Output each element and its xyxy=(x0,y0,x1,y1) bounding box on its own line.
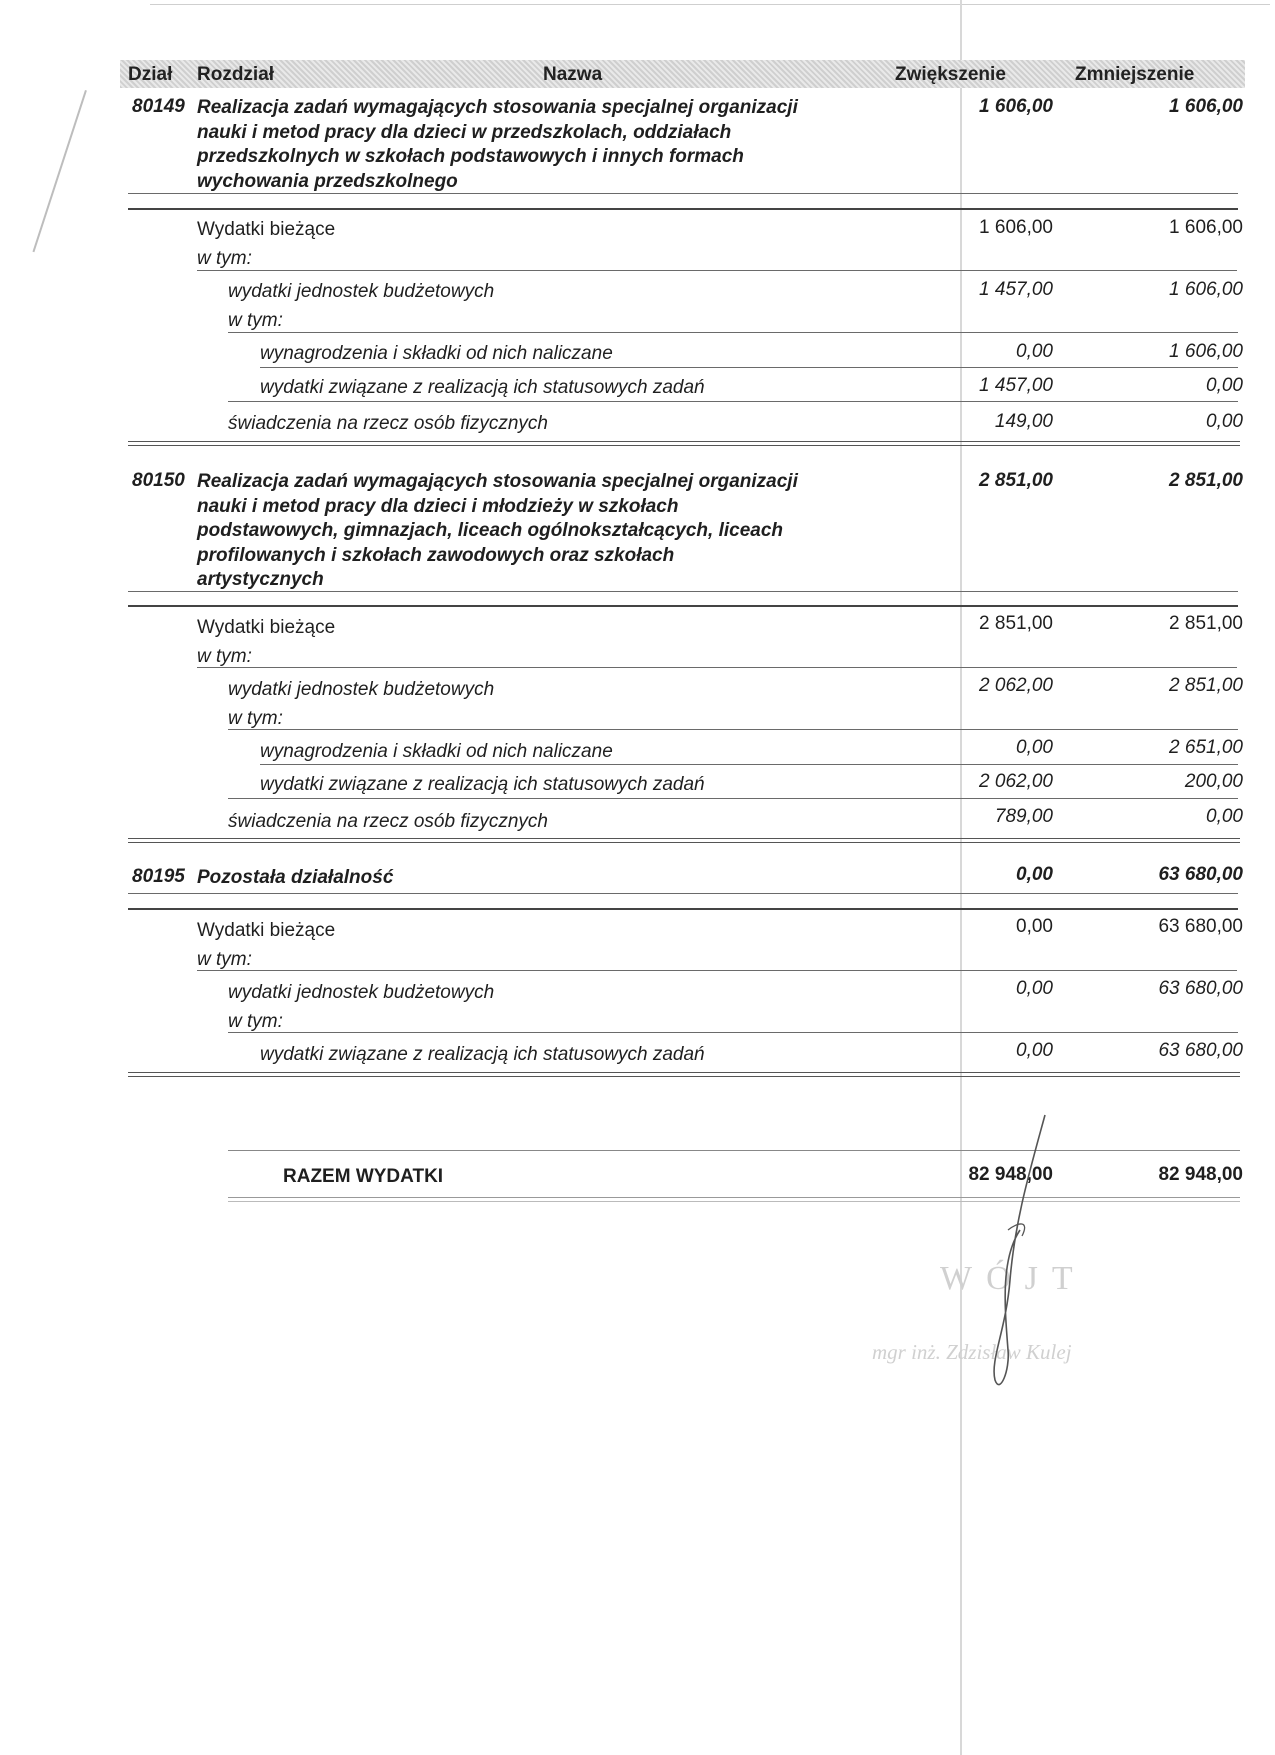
section-zmniejszenie: 63 680,00 xyxy=(1158,864,1243,885)
row-label: wydatki związane z realizacją ich statusowych zadań xyxy=(260,377,705,398)
row-zmniejszenie: 0,00 xyxy=(1206,806,1243,827)
divider xyxy=(228,798,1238,799)
header-rozdzial: Rozdział xyxy=(197,64,275,85)
divider xyxy=(228,729,1238,730)
row-label: w tym: xyxy=(228,708,283,729)
header-dzial: Dział xyxy=(128,64,173,85)
row-label: świadczenia na rzecz osób fizycznych xyxy=(228,811,548,832)
scan-fold-line xyxy=(960,0,962,1755)
section-title-line: Realizacja zadań wymagających stosowania specjalnej organizacji xyxy=(197,471,798,492)
divider xyxy=(128,893,1238,894)
divider xyxy=(128,605,1238,607)
row-label: wynagrodzenia i składki od nich naliczane xyxy=(260,343,613,364)
row-zwiekszenie: 0,00 xyxy=(1016,1040,1053,1061)
table-header xyxy=(120,60,1245,88)
section-divider xyxy=(128,1072,1240,1077)
divider xyxy=(197,667,1237,668)
section-title xyxy=(197,470,887,593)
section-code: 80150 xyxy=(132,470,185,491)
row-label: Wydatki bieżące xyxy=(197,617,336,638)
row-label: w tym: xyxy=(197,646,252,667)
section-code: 80149 xyxy=(132,96,185,117)
row-zwiekszenie: 0,00 xyxy=(1016,978,1053,999)
signature-icon xyxy=(960,1110,1070,1410)
header-nazwa: Nazwa xyxy=(543,64,603,85)
row-zwiekszenie: 2 062,00 xyxy=(979,675,1053,696)
section-zwiekszenie: 0,00 xyxy=(1016,864,1053,885)
section-title-line: podstawowych, gimnazjach, liceach ogólnokształcących, liceach xyxy=(197,520,784,541)
section-title-line: wychowania przedszkolnego xyxy=(197,170,458,192)
divider xyxy=(128,591,1238,592)
row-label: w tym: xyxy=(197,248,252,269)
row-zmniejszenie: 2 851,00 xyxy=(1169,675,1243,696)
row-zwiekszenie: 789,00 xyxy=(994,806,1053,827)
row-zwiekszenie: 2 851,00 xyxy=(979,613,1053,634)
row-zwiekszenie: 1 457,00 xyxy=(979,279,1053,300)
row-label: wydatki związane z realizacją ich statusowych zadań xyxy=(260,774,705,795)
divider xyxy=(260,367,1238,368)
row-zwiekszenie: 0,00 xyxy=(1016,916,1053,937)
section-zwiekszenie: 1 606,00 xyxy=(979,96,1053,117)
row-label: wynagrodzenia i składki od nich naliczane xyxy=(260,741,613,762)
section-divider xyxy=(128,441,1240,446)
header-zwiekszenie: Zwiększenie xyxy=(895,64,1006,85)
section-zmniejszenie: 2 851,00 xyxy=(1169,470,1243,491)
stamp-name: mgr inż. Zdzisław Kulej xyxy=(872,1340,1072,1364)
divider xyxy=(228,401,1238,402)
row-label: Wydatki bieżące xyxy=(197,219,336,240)
section-title xyxy=(197,96,887,194)
row-label: świadczenia na rzecz osób fizycznych xyxy=(228,413,548,434)
divider xyxy=(228,1150,1240,1151)
row-label: w tym: xyxy=(228,310,283,331)
row-zmniejszenie: 2 651,00 xyxy=(1169,737,1243,758)
section-title-line: nauki i metod pracy dla dzieci w przedszkolach, oddziałach xyxy=(197,121,732,143)
section-title-line: profilowanych i szkołach zawodowych oraz szkołach xyxy=(197,544,675,566)
row-zwiekszenie: 149,00 xyxy=(994,411,1053,432)
divider xyxy=(228,332,1238,333)
section-title-line: przedszkolnych w szkołach podstawowych i innych formach xyxy=(197,146,744,167)
section-title-line: Realizacja zadań wymagających stosowania specjalnej organizacji xyxy=(197,97,798,118)
divider xyxy=(197,970,1237,971)
total-zmniejszenie: 82 948,00 xyxy=(1158,1164,1243,1185)
row-zmniejszenie: 1 606,00 xyxy=(1169,279,1243,300)
section-divider xyxy=(128,838,1240,843)
scan-edge-line xyxy=(150,4,1270,5)
row-zmniejszenie: 1 606,00 xyxy=(1169,341,1243,362)
total-zwiekszenie: 82 948,00 xyxy=(968,1164,1053,1185)
section-zwiekszenie: 2 851,00 xyxy=(979,470,1053,491)
row-zmniejszenie: 63 680,00 xyxy=(1158,916,1243,937)
scan-mark xyxy=(32,90,86,252)
row-zmniejszenie: 0,00 xyxy=(1206,411,1243,432)
row-label: wydatki jednostek budżetowych xyxy=(228,982,495,1003)
row-label: wydatki jednostek budżetowych xyxy=(228,281,495,302)
row-zwiekszenie: 0,00 xyxy=(1016,341,1053,362)
row-label: Wydatki bieżące xyxy=(197,920,336,941)
total-label: RAZEM WYDATKI xyxy=(283,1166,444,1187)
section-zmniejszenie: 1 606,00 xyxy=(1169,96,1243,117)
header-zmniejszenie: Zmniejszenie xyxy=(1075,64,1195,85)
row-label: wydatki jednostek budżetowych xyxy=(228,679,495,700)
row-zwiekszenie: 1 606,00 xyxy=(979,217,1053,238)
row-zmniejszenie: 2 851,00 xyxy=(1169,613,1243,634)
divider xyxy=(128,208,1238,210)
divider xyxy=(228,1201,1240,1202)
row-zmniejszenie: 200,00 xyxy=(1184,771,1243,792)
divider xyxy=(128,193,1238,194)
divider xyxy=(260,764,1238,765)
section-title-line: Pozostała działalność xyxy=(197,867,394,888)
divider xyxy=(228,1197,1240,1198)
row-label: w tym: xyxy=(197,949,252,970)
stamp-title: WÓJT xyxy=(940,1260,1087,1297)
row-label: wydatki związane z realizacją ich statusowych zadań xyxy=(260,1044,705,1065)
row-label: w tym: xyxy=(228,1011,283,1032)
row-zwiekszenie: 2 062,00 xyxy=(979,771,1053,792)
section-title-line: nauki i metod pracy dla dzieci i młodzieży w szkołach xyxy=(197,495,679,517)
section-title-line: artystycznych xyxy=(197,569,324,590)
row-zwiekszenie: 1 457,00 xyxy=(979,375,1053,396)
row-zmniejszenie: 63 680,00 xyxy=(1158,978,1243,999)
section-title xyxy=(197,866,887,891)
row-zwiekszenie: 0,00 xyxy=(1016,737,1053,758)
divider xyxy=(197,270,1237,271)
divider xyxy=(228,1032,1238,1033)
row-zmniejszenie: 63 680,00 xyxy=(1158,1040,1243,1061)
divider xyxy=(128,908,1238,910)
section-code: 80195 xyxy=(132,866,185,887)
row-zmniejszenie: 1 606,00 xyxy=(1169,217,1243,238)
row-zmniejszenie: 0,00 xyxy=(1206,375,1243,396)
